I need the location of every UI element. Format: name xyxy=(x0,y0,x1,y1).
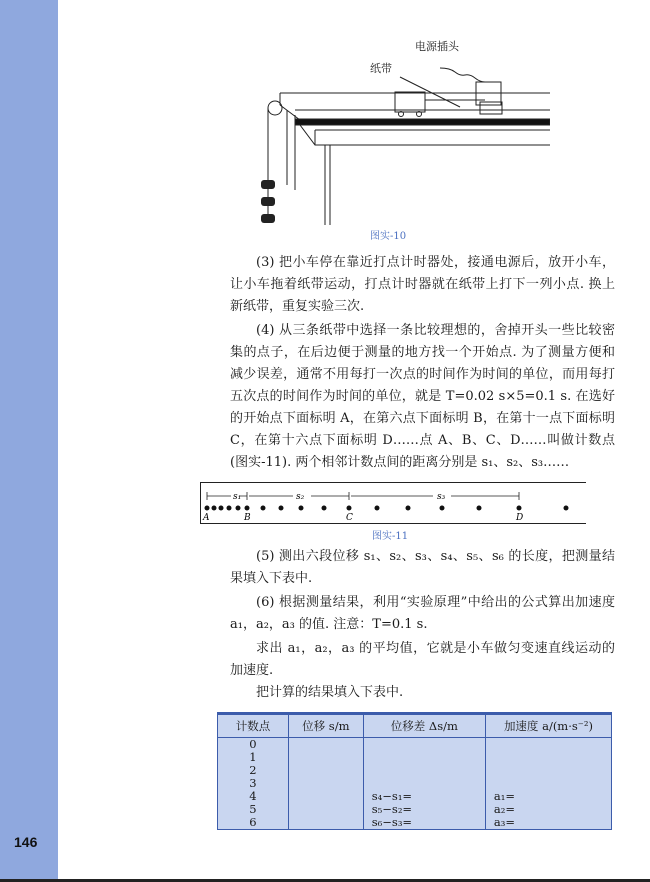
segment-s1: s₁ xyxy=(233,492,242,502)
cell-diffs xyxy=(363,764,485,777)
label-paper-tape: 纸带 xyxy=(370,62,392,75)
figure-10-apparatus xyxy=(250,30,550,230)
cell-points: 4 xyxy=(218,790,289,803)
cell-points: 0 xyxy=(218,738,289,752)
cell-displacement xyxy=(288,777,363,790)
body-text-2 xyxy=(230,546,615,704)
paragraph-fill-table: 把计算的结果填入下表中. xyxy=(256,685,404,700)
table-row xyxy=(218,777,612,790)
tape-dots xyxy=(201,483,586,523)
paragraph-step-6: (6) 根据测量结果，利用“实验原理”中给出的公式算出加速度 a₁，a₂，a₃ 的值. 注意：T=0.1 s. xyxy=(230,595,615,632)
point-b: B xyxy=(244,513,251,523)
label-power-plug: 电源插头 xyxy=(415,40,459,53)
cell-accels xyxy=(485,738,611,752)
cell-accels xyxy=(485,764,611,777)
cell-diffs: s₆−s₃= xyxy=(363,816,485,830)
header-displacement: 位移 s/m xyxy=(288,714,363,738)
cell-accels: a₃= xyxy=(485,816,611,830)
cell-points: 5 xyxy=(218,803,289,816)
point-c: C xyxy=(346,513,353,523)
cell-displacement xyxy=(288,738,363,752)
figure-11-paper-tape xyxy=(200,482,586,524)
cell-displacement xyxy=(288,803,363,816)
table-row xyxy=(218,816,612,830)
table-row xyxy=(218,764,612,777)
cell-displacement xyxy=(288,790,363,803)
table-row xyxy=(218,790,612,803)
paragraph-step-4: (4) 从三条纸带中选择一条比较理想的，舍掉开头一些比较密集的点子，在后边便于测量的地方找一个开始点. 为了测量方便和减少误差，通常不用每打一次点的时间作为时间的单位，而用每打五次点的时间作为时间的单位，就是 T=0.02 s×5=0.1 s. 在选好的开始点下面标明 A，在第六点下面标明 B，在第十一点下面标明 C，在第十六点下面标明 D……点 A、B、C、D……叫做计数点(图实-11). 两个相邻计数点间的距离分别是 s₁、s₂、s₃…… xyxy=(230,323,615,470)
page-content xyxy=(200,0,615,830)
cell-accels: a₁= xyxy=(485,790,611,803)
page-margin-band xyxy=(0,0,58,880)
paragraph-average: 求出 a₁，a₂，a₃ 的平均值，它就是小车做匀变速直线运动的加速度. xyxy=(230,641,615,678)
point-d: D xyxy=(516,513,524,523)
table-row xyxy=(218,751,612,764)
page-number: 146 xyxy=(14,834,38,850)
body-text-1 xyxy=(230,252,615,474)
table-header-row xyxy=(218,714,612,738)
cell-displacement xyxy=(288,764,363,777)
point-a: A xyxy=(203,513,210,523)
cell-diffs xyxy=(363,751,485,764)
table-row xyxy=(218,803,612,816)
cell-accels xyxy=(485,751,611,764)
cell-points: 2 xyxy=(218,764,289,777)
cell-diffs xyxy=(363,738,485,752)
figure-11-caption: 图实-11 xyxy=(372,531,409,542)
header-count-point: 计数点 xyxy=(218,714,289,738)
segment-s2: s₂ xyxy=(296,492,305,502)
figure-10-caption: 图实-10 xyxy=(370,231,407,242)
cell-diffs: s₅−s₂= xyxy=(363,803,485,816)
cell-diffs: s₄−s₁= xyxy=(363,790,485,803)
paragraph-step-5: (5) 测出六段位移 s₁、s₂、s₃、s₄、s₅、s₆ 的长度，把测量结果填入下表中. xyxy=(230,549,615,586)
table-row xyxy=(218,738,612,752)
cell-displacement xyxy=(288,751,363,764)
cell-points: 6 xyxy=(218,816,289,830)
cell-points: 1 xyxy=(218,751,289,764)
header-displacement-diff: 位移差 Δs/m xyxy=(363,714,485,738)
results-table xyxy=(217,712,612,830)
paragraph-step-3: (3) 把小车停在靠近打点计时器处，接通电源后，放开小车，让小车拖着纸带运动，打点计时器就在纸带上打下一列小点. 换上新纸带，重复实验三次. xyxy=(230,255,615,314)
cell-points: 3 xyxy=(218,777,289,790)
segment-s3: s₃ xyxy=(437,492,446,502)
header-acceleration: 加速度 a/(m·s⁻²) xyxy=(485,714,611,738)
cell-displacement xyxy=(288,816,363,830)
cell-accels: a₂= xyxy=(485,803,611,816)
